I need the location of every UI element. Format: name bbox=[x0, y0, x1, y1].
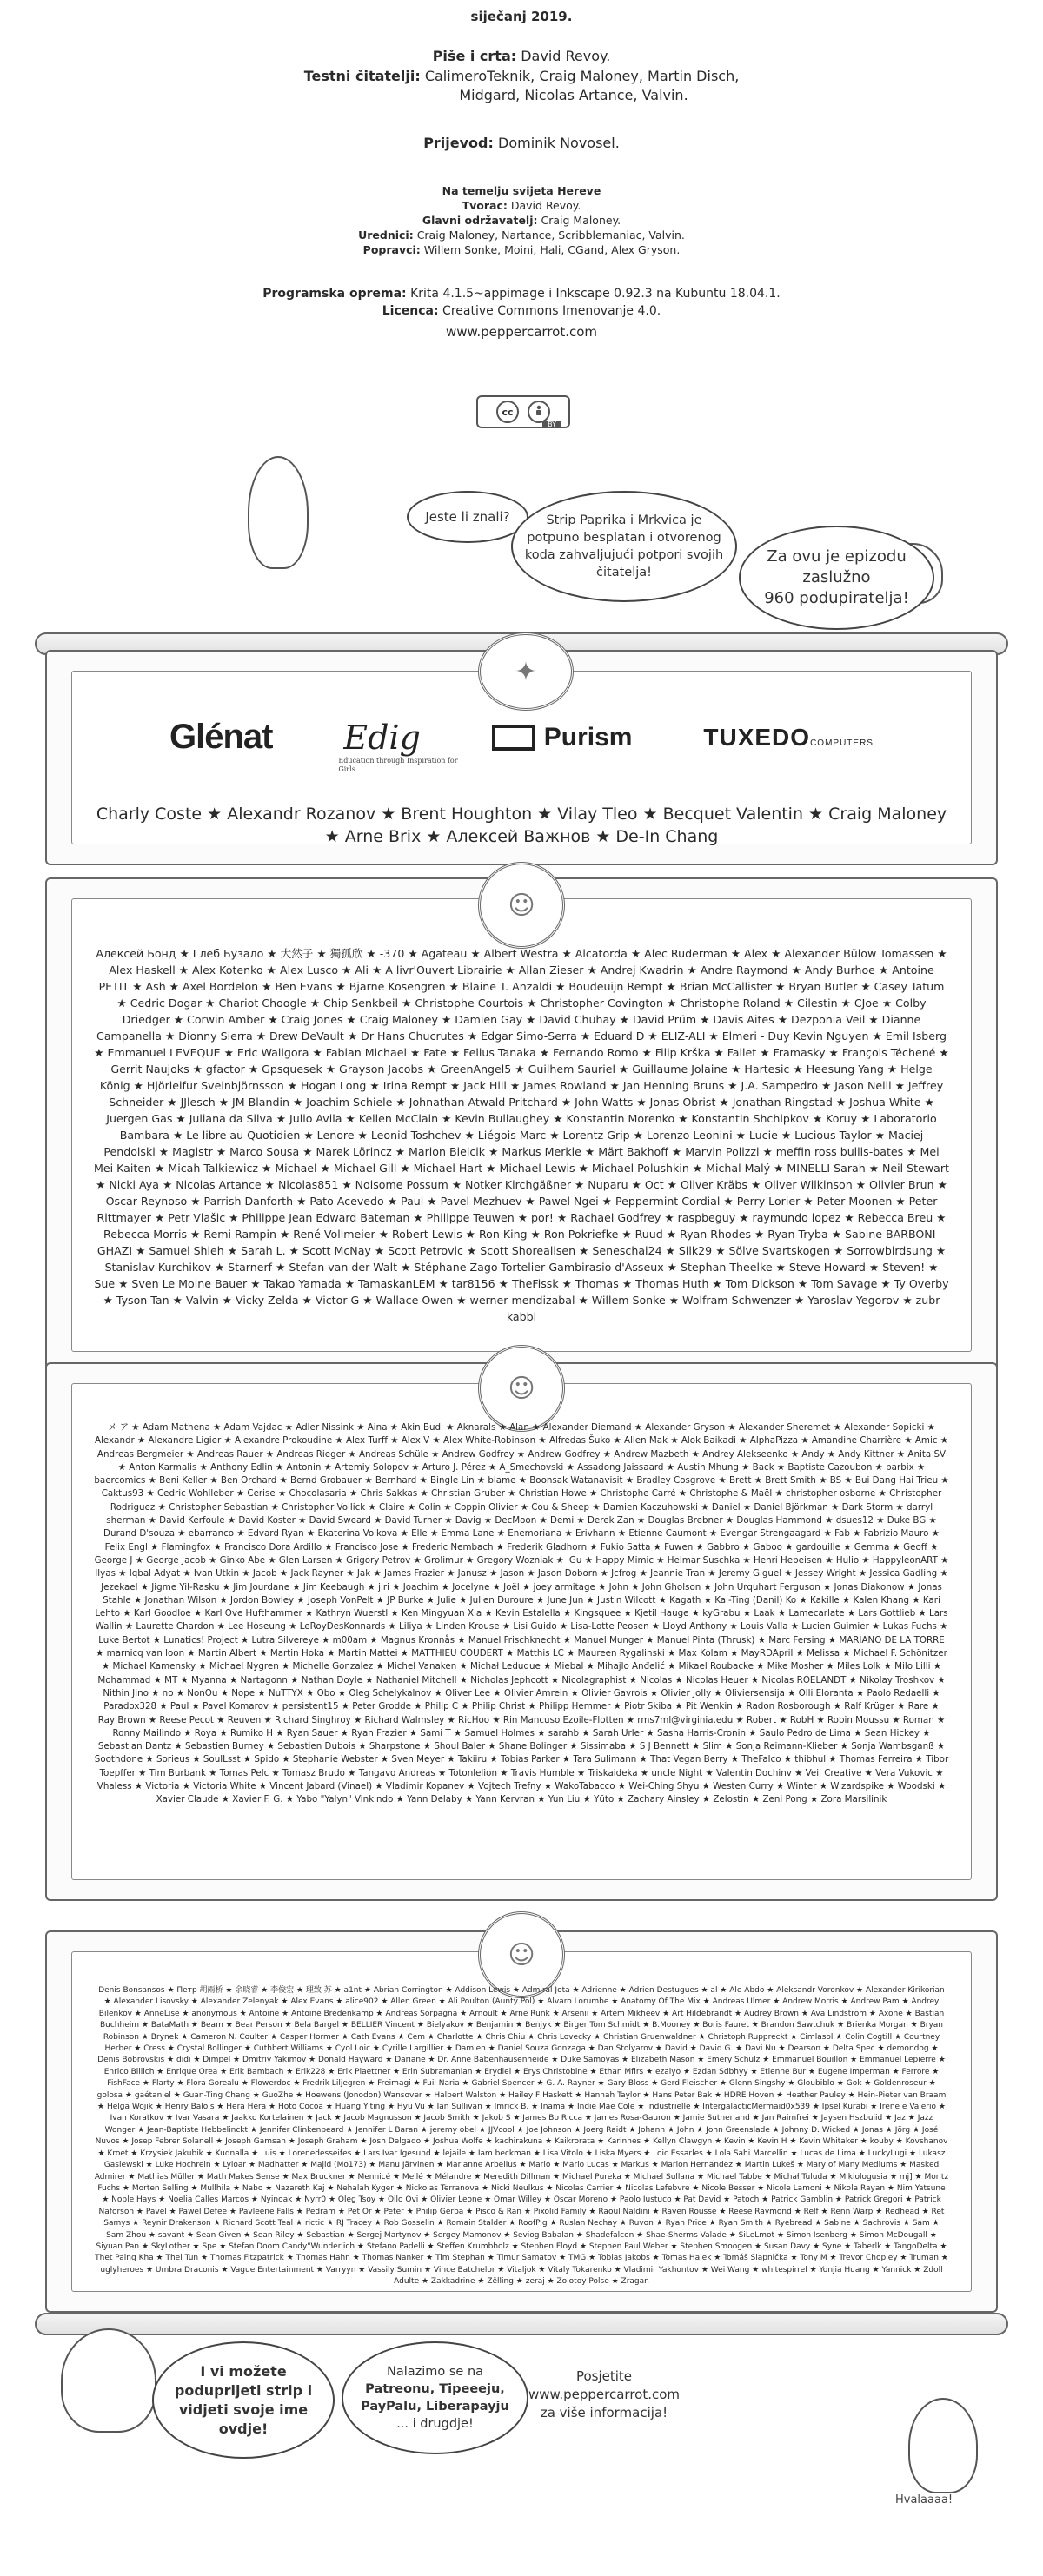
license-label: Licenca: bbox=[382, 304, 439, 318]
cc-icon: cc bbox=[496, 401, 519, 423]
maintainer-line bbox=[0, 214, 1043, 228]
emblem-badge-2: ☺ bbox=[478, 862, 565, 949]
editors-label: Urednici: bbox=[358, 228, 414, 242]
translation-line bbox=[0, 135, 1043, 152]
creator-name: David Revoy. bbox=[510, 199, 581, 212]
license-line bbox=[0, 304, 1043, 318]
this-episode-line-3: 960 podupiratelja! bbox=[764, 589, 909, 607]
beta-readers-line-2 bbox=[0, 87, 1043, 104]
this-episode-line-2: zaslužno bbox=[802, 568, 871, 586]
platforms-line-1: Nalazimo se na bbox=[386, 2365, 484, 2379]
maintainer-name: Craig Maloney. bbox=[541, 214, 621, 227]
tuxedo-logo[interactable] bbox=[703, 724, 874, 752]
edig-logo[interactable] bbox=[338, 718, 458, 773]
software-line bbox=[0, 287, 1043, 301]
creator-label: Tvorac: bbox=[462, 199, 508, 212]
software-label: Programska oprema: bbox=[262, 287, 407, 301]
by-label: BY bbox=[542, 421, 561, 428]
pepper-character-icon bbox=[248, 456, 309, 569]
free-comic-line-1: Strip Paprika i Mrkvica je bbox=[546, 513, 702, 527]
emblem-badge-1: ✦ bbox=[478, 632, 574, 711]
purism-wordmark: Purism bbox=[543, 722, 633, 752]
corrections-names: Willem Sonke, Moini, Hali, CGand, Alex Gryson. bbox=[423, 243, 681, 256]
translation-label: Prijevod: bbox=[423, 135, 494, 151]
pepper-footer-character-icon bbox=[61, 2328, 156, 2433]
thanks-text: Hvalaaaa! bbox=[895, 2493, 953, 2506]
visit-website-link[interactable]: www.peppercarrot.com bbox=[528, 2387, 681, 2402]
software-value: Krita 4.1.5~appimage i Inkscape 0.92.3 na Kubuntu 18.04.1. bbox=[410, 287, 781, 301]
maintainer-label: Glavni održavatelj: bbox=[422, 214, 538, 227]
scroll-bottom-roll bbox=[35, 2313, 1008, 2335]
beta-readers-names: CalimeroTeknik, Craig Maloney, Martin Disch, bbox=[424, 68, 740, 84]
edig-tagline: Education through Inspiration for Girls bbox=[338, 756, 458, 773]
editors-names: Craig Maloney, Nartance, Scribblemaniac, Valvin. bbox=[416, 228, 685, 242]
emblem-badge-3: ☺ bbox=[478, 1345, 565, 1432]
this-episode-line-1: Za ovu je epizodu bbox=[767, 547, 907, 566]
visit-line-3: za više informacija! bbox=[540, 2405, 668, 2420]
support-line-1: I vi možete bbox=[200, 2362, 287, 2380]
translator-name: Dominik Novosel. bbox=[498, 135, 620, 151]
support-line-3: vidjeti svoje ime bbox=[178, 2401, 309, 2418]
glenat-logo[interactable]: Glénat bbox=[169, 718, 273, 756]
support-line-4: ovdje! bbox=[218, 2420, 269, 2437]
emblem-badge-4: ☺ bbox=[478, 1911, 565, 1998]
visit-website-block bbox=[504, 2367, 704, 2422]
editors-line bbox=[0, 228, 1043, 242]
patron-list-tier-3: メ ア ★ Adam Mathena ★ Adam Vajdac ★ Adler Nissink ★ Aina ★ Akin Budi ★ Aknarals ★ Alan ★ Alexander Diemand ★ Alexander Gryson ★ Alexander Sheremet ★ Alexander Sopicki ★ Alexandr ★ Alexandre Ligier ★ Alexandre Prokoudine ★ Alex Turff ★ Alex V ★ Alex White-Robinson ★ Alfredas Šuko ★ Allen Mak ★ Alok Baikadi ★ AlphaPizza ★ Amandine Charrière ★ Amic ★ Andreas Bergmeier ★ Andreas Rauer ★ Andreas Rieger ★ Andreas Schüle ★ Andrew Godfrey ★ Andrew Godfrey ★ Andrew Mazbeth ★ Andrey Alekseenko ★ Andy ★ Andy Kittner ★ Anita SV ★ Anton Karmalis ★ Anthony Edlin ★ Antonin ★ Artemiy Solopov ★ Arturo J. Pérez ★ A_Smechovski ★ Assadong Jaissaard ★ Austin Mhung ★ Back ★ Baptiste Cazoubon ★ barbix ★ baercomics ★ Beni Keller ★ Ben Orchard ★ Bernd Grobauer ★ Bernhard ★ Bingle Lin ★ blame ★ Boonsak Watanavisit ★ Bradley Cosgrove ★ Brett ★ Brett Smith ★ BS ★ Bui Dang Hai Trieu ★ Caktus93 ★ Cedric Wohlleber ★ Cerise ★ Chocolasaria ★ Chris Sakkas ★ Christian Gruber ★ Christian Howe ★ Christophe Carré ★ Christophe & Maël ★ christopher osborne ★ Christopher Rodriguez ★ Christopher Sebastian ★ Christopher Vollick ★ Claire ★ Colin ★ Coppin Olivier ★ Cou & Sheep ★ Damien Kaczuhowski ★ Daniel ★ Daniel Björkman ★ Dark Storm ★ darryl sherman ★ David Kerfoule ★ David Koster ★ David Sweard ★ David Turner ★ Davig ★ DecMoon ★ Demi ★ Derek Zan ★ Douglas Brebner ★ Douglas Hammond ★ dsues12 ★ Duke BG ★ Durand D'souza ★ ebarranco ★ Edvard Ryan ★ Ekaterina Volkova ★ Elle ★ Emma Lane ★ Enemoriana ★ Erivhann ★ Etienne Caumont ★ Evengar Strengaagard ★ Fab ★ Fabrizio Mauro ★ Felix Engl ★ Flamingfox ★ Francisco Dora Ardillo ★ Francisco Jose ★ Frederic Nembach ★ Frederik Gladhorn ★ Fukio Satta ★ Fuwen ★ Gabbro ★ Gaboo ★ gardouille ★ Gemma ★ Geoff ★ George J ★ George Jacob ★ Ginko Abe ★ Glen Larsen ★ Grigory Petrov ★ Grolimur ★ Gregory Wozniak ★ 'Gu ★ Happy Mimic ★ Helmar Suschka ★ Henri Hebeisen ★ Hulio ★ HappyleonART ★ Ilyas ★ Iqbal Adyat ★ Ivan Utkin ★ Jacob ★ Jack Rayner ★ Jak ★ James Frazier ★ Janusz ★ Jason ★ Jason Doborn ★ Jcfrog ★ Jeannie Tran ★ Jeremy Giguel ★ Jessey Wright ★ Jessica Gadling ★ Jezekael ★ Jigme Yil-Rasku ★ Jim Jourdane ★ Jim Keebaugh ★ jiri ★ Joachim ★ Jocelyne ★ Joël ★ joey armitage ★ John ★ John Gholson ★ John Urquhart Ferguson ★ Jonas Diakonow ★ Jonas Stahle ★ Jonathan Wilson ★ Jordon Bowley ★ Joseph VonPelt ★ JP Burke ★ Julie ★ Julien Duroure ★ June Jun ★ Justin Wilcott ★ Kagath ★ Kai-Ting (Danil) Ko ★ Kakille ★ Kalen Khang ★ Kari Lehto ★ Karl Goodloe ★ Karl Ove Hufthammer ★ Kathryn Wuerstl ★ Ken Mingyuan Xia ★ Kevin Estalella ★ Kingsquee ★ Kjetil Hauge ★ kyGrabu ★ Laak ★ Lamecarlate ★ Lars Gottlieb ★ Lars Wallin ★ Laurette Chardon ★ Lee Hoseung ★ LeRoyDesKonnards ★ Liliya ★ Linden Krouse ★ Lisi Guido ★ Lisa-Lotte Peosen ★ Lloyd Anthony ★ Louis Valla ★ Lucien Guimier ★ Lukas Fuchs ★ Luke Bertot ★ Lunatics! Project ★ Lutra Silvereye ★ m00am ★ Magnus Kronnås ★ Manuel Frischknecht ★ Manuel Munger ★ Manuel Pinta (Thrusk) ★ Marc Fersing ★ MARIANO DE LA TORRE ★ marnicq van loon ★ Martin Albert ★ Martin Hoka ★ Martin Mattei ★ MATTHIEU COUDERT ★ Matthis LC ★ Maureen Rygalinski ★ Max Kolam ★ MayRDApril ★ Melissa ★ Michael F. Schönitzer ★ Michael Kamensky ★ Michael Nygren ★ Michelle Gonzalez ★ Michel Vanaken ★ Michał Leduque ★ Miebal ★ Mihajlo Anđelić ★ Mikael Roubacke ★ Mike Mosher ★ Miles Lolk ★ Milo Lilli ★ Mohammad ★ MT ★ Myanna ★ Nartagonn ★ Nathan Doyle ★ Nathaniel Mitchell ★ Nicholas Jephcott ★ Nicolagraphist ★ Nicolas ★ Nicolas Heuer ★ Nicolas ROELANDT ★ Nikolay Troshkov ★ Nithin Jino ★ no ★ NonOu ★ Nope ★ NuTTYX ★ Obo ★ Oleg Schelykalnov ★ Oliver Lee ★ Olivier Amrein ★ Olivier Gavrois ★ Olivier Jolly ★ Oliviersensija ★ Olli Eloranta ★ Paolo Redaelli ★ Paradox328 ★ Paul ★ Pavel Komarov ★ persistent15 ★ Peter Grodde ★ Philip C ★ Philip Christ ★ Philipp Hemmer ★ Piotr Skiba ★ Pit Wenkin ★ Radon Rosborough ★ Ralf Krüger ★ Rare ★ Ray Brown ★ Reese Pecot ★ Reuven ★ Richard Singhroy ★ Richard Walmsley ★ RicHoo ★ Rin Mancuso Ezoile-Flotten ★ rms7ml@virginia.edu ★ Robert ★ RobH ★ Robin Moussu ★ Roman ★ Ronny Mailindo ★ Roya ★ Rumiko H ★ Ryan Sauer ★ Ryan Frazier ★ Sami T ★ Samuel Holmes ★ sarahb ★ Sarah Urler ★ Sasha Harris-Cronin ★ Saulo Pedro de Lima ★ Sean Hickey ★ Sebastian Dantz ★ Sebastien Burney ★ Sebastien Dubois ★ Sharpstone ★ Shoul Baler ★ Shane Bolinger ★ Sissimaba ★ S J Bennett ★ Slim ★ Sonja Reimann-Klieber ★ Sonja Wambsganß ★ Soothdone ★ Sorieus ★ SoulLsst ★ Spido ★ Stephanie Webster ★ Sven Meyer ★ Takiiru ★ Tobias Parker ★ Tara Sulimann ★ That Vegan Berry ★ TheFalco ★ thibhul ★ Thomas Ferreira ★ Tibor Toepffer ★ Tim Burbank ★ Tomas Pelc ★ Tomasz Brudo ★ Tangavo Andreas ★ Totonlelion ★ Travis Humble ★ Triskaideka ★ uncle Night ★ Valentin Dochinv ★ Veil Creative ★ Vera Vukovic ★ Vhaless ★ Victoria ★ Victoria White ★ Vincent Jabard (Vinael) ★ Vladimir Kopanev ★ Vojtech Trefny ★ WakoTabacco ★ Wei-Ching Shyu ★ Westen Curry ★ Winter ★ Wizardspike ★ Woodski ★ Xavier Claude ★ Xavier F. G. ★ Yabo "Yalyn" Vinkindo ★ Yann Delaby ★ Yann Kervran ★ Yun Liu ★ Yūto ★ Zachary Ainsley ★ Zelostin ★ Zeni Pong ★ Zora Marsilinik bbox=[94, 1422, 949, 1805]
patron-list-tier-4: Denis Bonsansos ★ Петр 胡雨桥 ★ 余晓睿 ★ 李俊宏 ★ 理致 苏 ★ a1nt ★ Abrian Corrington ★ Addison Lewis ★ Admiral Jota ★ Adrienne ★ Adrien Destugues ★ al ★ Ale Abdo ★ Aleksandr Voronkov ★ Alexander Kirikorian ★ Alexander Lisovsky ★ Alexander Zelenyak ★ Alex Evans ★ alice902 ★ Allen Green ★ Ali Poulton (Aunty Pol) ★ Alvaro Lorumbe ★ Anatomy Of The Mix ★ Andreas Ulmer ★ Andrew Morris ★ Andrew Pam ★ Andrey Bilenkov ★ AnneLise ★ anonymous ★ Antoine ★ Antoine Bredenkamp ★ Andreas Sorpagna ★ Arnoult ★ Arne Runk ★ Arsenii ★ Artem Mikheev ★ Art Hildebrandt ★ Audrey Brown ★ Ava Lindstrom ★ Axone ★ Bastian Buchheim ★ BataMath ★ Beam ★ Bear Person ★ Bela Bargel ★ BELLIER Vincent ★ Bielyakov ★ Benjamin ★ Benjyk ★ Birger Tom Schmidt ★ B.Mooney ★ Boris Fauret ★ Brandon Sawtchuk ★ Brienka Morgan ★ Bryan Robinson ★ Brynek ★ Cameron N. Coulter ★ Casper Hormer ★ Cath Evans ★ Cem ★ Charlotte ★ Chris Chiu ★ Chris Lovecky ★ Christian Gruenwaldner ★ Christoph Ruppreckt ★ Cimlasol ★ Colin Cogtill ★ Courtney Herber ★ Cress ★ Crystal Bollinger ★ Cuthbert Williams ★ Cyol Loic ★ Cyrille Largillier ★ Damien ★ Daniel Souza Gonzaga ★ Dan Stolyarov ★ David ★ David G. ★ Davi Nu ★ Dearson ★ Delta Spec ★ demondog ★ Denis Bobrovskis ★ didi ★ Dimpel ★ Dmitriy Yakimov ★ Donald Hayward ★ Dariane ★ Dr. Anne Babenhausenheide ★ Duke Samoyas ★ Elizabeth Mason ★ Emery Schulz ★ Emmanuel Bouillon ★ Emmanuel Lepierre ★ Enrico Billich ★ Enrique Orea ★ Erik Bambach ★ Erik228 ★ Erik Plaettner ★ Erin Subramanian ★ Erydiel ★ Erys Christobine ★ Ethan Mfirs ★ ezaiyo ★ Ezdan Sdbhyy ★ Etienne Bur ★ Eugene Imperman ★ Ferrore ★ FishFace ★ Flarty ★ Flora Gorealu ★ Flowerdoc ★ Fredrik Liljegren ★ Freimagi ★ Fuil Naria ★ Gabriel Spencer ★ G. A. Rayner ★ Gary Bloss ★ Gerd Fleischer ★ Glenn Singshy ★ Gloubiblo ★ Gok ★ Goldenroseur ★ golosa ★ gaétaniel ★ Guan-Ting Chang ★ GuoZhe ★ Hoewens (Jonodon) Wansover ★ Halbert Walston ★ Hailey F Haskett ★ Hannah Taylor ★ Hans Peter Bak ★ HDRE Hoven ★ Heather Pauley ★ Hein-Pieter van Braam ★ Helga Wojik ★ Henry Balois ★ Hera Hera ★ Hoto Cocoa ★ Huang Yiting ★ Hyu Vu ★ Ian Sullivan ★ Imrick B. ★ Inama ★ Indie Mae Cole ★ Industrielle ★ IntergalacticMermaid0x539 ★ Ipsel Kurabi ★ Irene e Valerio ★ Ivan Koratkov ★ Ivar Vasara ★ Jaakko Kortelainen ★ Jack ★ Jacob Magnusson ★ Jacob Smith ★ Jakob S ★ James Bo Ricca ★ James Rosa-Gauron ★ Jamie Sutherland ★ Jan Raimfrei ★ Jaysen Hszbuiid ★ Jaz ★ Jazz Wonger ★ Jean-Baptiste Hebbelinckt ★ Jennifer Clinkenbeard ★ Jennifer L Baran ★ jeremy obel ★ JJVcool ★ Joe Johnson ★ Joerg Raidt ★ Johann ★ John ★ John Greenslade ★ Johnny D. Wicked ★ Jonas ★ Jörg ★ José Nuvos ★ Josep Febrer Solanell ★ Joseph Gamsan ★ Joseph Graham ★ Josh Delgado ★ Joshua Wolfe ★ kachirakuna ★ Kaikrorata ★ Karinnes ★ Kellyn Clawgyn ★ Kevin ★ Kevin H ★ Kevin Whitaker ★ kouby ★ Kovshanov ★ Kroet ★ Krzysiek Jakubik ★ Kudnalla ★ Luis ★ Lorenedesseifes ★ Lars Ivar Igesund ★ lejaile ★ Iam beckman ★ Lisa Vitolo ★ Liska Myers ★ Loic Essarles ★ Lola Sahi Marcellin ★ Lucas de Lima ★ LuckyLugi ★ Lukasz Gasiewski ★ Luke Hochrein ★ Lyloar ★ Madhatter ★ Majid (Mo173) ★ Manu Järvinen ★ Marianne Arbellus ★ Mario ★ Mario Lucas ★ Markus ★ Marlon Hernandez ★ Martin Lukeš ★ Mary of Many Mediums ★ Masked Admirer ★ Mathias Müller ★ Math Makes Sense ★ Max Bruckner ★ Mennicé ★ Mellé ★ Mélandre ★ Meredith Dillman ★ Michael Pureka ★ Michael Sullana ★ Michael Tabbe ★ Michał Tuluda ★ Mikiologusia ★ mj] ★ Moritz Fuchs ★ Morten Selling ★ Mullhila ★ Nabo ★ Nazareth Kaj ★ Nehalah Kyger ★ Nickolas Terranova ★ Nicki Neulkus ★ Nicolas Carrier ★ Nicolas Lefebvre ★ Nicole Besser ★ Nicole Lamoni ★ Nikola Rayan ★ Nim Yatsune ★ Noble Hays ★ Noelia Calles Marcos ★ Nyinoak ★ Nyrr0 ★ Oleg Tsoy ★ Ollo Ovi ★ Olivier Leone ★ Omar Willey ★ Oscar Moreno ★ Paolo Iustuco ★ Pat David ★ Patoch ★ Patrick Gamblin ★ Patrick Gregori ★ Patrick Naforson ★ Pavel ★ Pawel Defee ★ Pavleene Falls ★ Pedram ★ Pet Or ★ Peter ★ Philip Gerba ★ Pisco & Ran ★ Pixolid Family ★ Raoul Naldini ★ Raven Rousse ★ Reese Raymond ★ Relf ★ Renn Warp ★ Redhead ★ Ret Samys ★ Reynir Drakenson ★ Richard Scott Teal ★ rictic ★ RJ Tracey ★ Rob Gosselin ★ Romain Stalder ★ RoofPig ★ Ruslan Nechay ★ Ruvon ★ Ryan Price ★ Ryan Smith ★ Ryebread ★ Sabine ★ Sachrovis ★ Sam ★ Sam Zhou ★ savant ★ Sean Given ★ Sean Riley ★ Sebastian ★ Sergej Martynov ★ Sergey Mamonov ★ Seviog Babalan ★ Shadefalcon ★ Shae-Sherms Valade ★ SiLeLmot ★ Simon Isenberg ★ Simon McDougall ★ Siyuan Pan ★ SkyLother ★ Spe ★ Stefan Doom Candy"Wunderlich ★ Stefano Padelli ★ Steffen Krumbholz ★ Stephen Floyd ★ Stephen Paul Weber ★ Stephen Smoogen ★ Susan Davy ★ Syne ★ Taberlk ★ TangoDelta ★ Thet Paing Kha ★ Thel Tun ★ Thomas Fitzpatrick ★ Thomas Hahn ★ Thomas Nanker ★ Tim Stephan ★ Timur Samatov ★ TMG ★ Tobias Jakobs ★ Tomas Hajek ★ Tomáš Slapnička ★ Tony M ★ Trevor Chopley ★ Truman ★ uglyheroes ★ Umbra Draconis ★ Vague Entertainment ★ Varryyn ★ Vassily Sumin ★ Vince Batchelor ★ Vitaljok ★ Vitaly Tokarenko ★ Vladimir Yakhontov ★ Wei Wang ★ whitespirrel ★ Yonjia Huang ★ Yannick ★ Zdoll Adulte ★ Zakkadrine ★ Zêlling ★ zeraj ★ Zolotoy Polse ★ Zragan bbox=[94, 1986, 949, 2287]
patron-list-tier-1: Charly Coste ★ Alexandr Rozanov ★ Brent Houghton ★ Vilay Tleo ★ Becquet Valentin ★ Craig Maloney ★ Arne Brix ★ Алексей Важнов ★ De-In Chang bbox=[96, 805, 947, 846]
beta-readers-label: Testni čitatelji: bbox=[303, 68, 421, 84]
platforms-bubble bbox=[342, 2341, 528, 2454]
platforms-line-3: PayPalu, Liberapayju bbox=[361, 2400, 509, 2414]
support-bubble bbox=[152, 2341, 335, 2459]
this-episode-bubble bbox=[739, 526, 934, 630]
sponsor-logos bbox=[169, 718, 874, 773]
writer-line bbox=[0, 48, 1043, 65]
beta-readers-names-2: Midgard, Nicolas Artance, Valvin. bbox=[459, 87, 688, 103]
edig-wordmark: Edig bbox=[343, 718, 421, 757]
license-value: Creative Commons Imenovanje 4.0. bbox=[442, 304, 661, 318]
platforms-line-4: ... i drugdje! bbox=[396, 2417, 474, 2431]
free-comic-line-4: čitatelja! bbox=[596, 566, 652, 579]
beta-readers-line bbox=[0, 68, 1043, 85]
creator-line bbox=[0, 199, 1043, 213]
platforms-line-2: Patreonu, Tipeeeju, bbox=[365, 2382, 505, 2396]
free-comic-line-2: potpuno besplatan i otvorenog bbox=[527, 531, 721, 545]
corrections-label: Popravci: bbox=[362, 243, 421, 256]
purism-square-icon bbox=[492, 725, 535, 751]
patron-list-tier-2: Алексей Бонд ★ Глеб Бузало ★ 大然子 ★ 獨孤欣 ★ -370 ★ Agateau ★ Albert Westra ★ Alcatorda ★ Alec Ruderman ★ Alex ★ Alexander Bülow Tomassen ★ Alex Haskell ★ Alex Kotenko ★ Alex Lusco ★ Ali ★ A livr'Ouvert Librairie ★ Allan Zieser ★ Andrej Kwadrin ★ Andre Raymond ★ Andy Burhoe ★ Antoine PETIT ★ Ash ★ Axel Bordelon ★ Ben Evans ★ Bjarne Kosengren ★ Blaine T. Anzaldi ★ Boudeuijn Rempt ★ Brian McCallister ★ Bryan Butler ★ Casey Tatum ★ Cedric Dogar ★ Chariot Choogle ★ Chip Senkbeil ★ Christophe Courtois ★ Christopher Covington ★ Christophe Roland ★ Cilestin ★ CJoe ★ Colby Driedger ★ Corwin Amber ★ Craig Jones ★ Craig Maloney ★ Damien Gay ★ David Chuhay ★ David Prüm ★ Davis Aites ★ Dezponia Veil ★ Dianne Campanella ★ Dionny Sierra ★ Drew DeVault ★ Dr Hans Chucrutes ★ Edgar Simo-Serra ★ Eduard D ★ ELIZ-ALI ★ Elmeri - Duy Kevin Nguyen ★ Emil Isberg ★ Emmanuel LEVEQUE ★ Eric Waligora ★ Fabian Michael ★ Fate ★ Felius Tanaka ★ Fernando Romo ★ Filip Krška ★ Fallet ★ Framasky ★ François Téchené ★ Gerrit Naujoks ★ gfactor ★ Gpsquesek ★ Grayson Jacobs ★ GreenAngel5 ★ Guilhem Sauriel ★ Guillaume Jolaine ★ Hartesic ★ Heesung Yang ★ Helge König ★ Hjörleifur Sveinbjörnsson ★ Hogan Long ★ Irina Rempt ★ Jack Hill ★ James Rowland ★ Jan Henning Bruns ★ J.A. Sampedro ★ Jason Neill ★ Jeffrey Schneider ★ JJlesch ★ JM Blandin ★ Joachim Schiele ★ Johnathan Atwald Pritchard ★ John Watts ★ Jonas Obrist ★ Jonathan Ringstad ★ Joshua White ★ Juergen Gas ★ Juliana da Silva ★ Julio Avila ★ Kellen McClain ★ Kevin Bullaughey ★ Konstantin Morenko ★ Konstantin Shchipkov ★ Koruy ★ Laboratorio Bambara ★ Le libre au Quotidien ★ Lenore ★ Leonid Toshchev ★ Liégois Marc ★ Lorentz Grip ★ Lorenzo Leonini ★ Lucie ★ Lucious Taylor ★ Maciej Pendolski ★ Magistr ★ Marco Sousa ★ Marek Lörincz ★ Marion Bielcik ★ Markus Merkle ★ Märt Bakhoff ★ Marvin Polizzi ★ meffin ross bullis-bates ★ Mei Mei Kaiten ★ Micah Talkiewicz ★ Michael ★ Michael Gill ★ Michael Hart ★ Michael Lewis ★ Michael Polushkin ★ Michal Malý ★ MINELLI Sarah ★ Neil Stewart ★ Nicki Aya ★ Nicolas Artance ★ Nicolas851 ★ Noisome Possum ★ Notker Kirchgäßner ★ Nuparu ★ Oct ★ Oliver Kräbs ★ Oliver Wilkinson ★ Olivier Brun ★ Oscar Reynoso ★ Parrish Danforth ★ Pato Acevedo ★ Paul ★ Pavel Mezhuev ★ Pawel Ngei ★ Peppermint Cordial ★ Perry Lorier ★ Peter Moonen ★ Peter Rittmayer ★ Petr Vlašic ★ Philippe Jean Edward Bateman ★ Philippe Teuwen ★ por! ★ Rachael Godfrey ★ raspbeguy ★ raymundo lopez ★ Rebecca Breu ★ Rebecca Morris ★ Remi Rampin ★ René Vollmeier ★ Robert Lewis ★ Ron King ★ Ron Pokriefke ★ Ruud ★ Ryan Rhodes ★ Ryan Tryba ★ Sabine BARBONI-GHAZI ★ Samuel Shieh ★ Sarah L. ★ Scott McNay ★ Scott Petrovic ★ Scott Shorealisen ★ Seneschal24 ★ Silk29 ★ Sölve Svartskogen ★ Sorrowbirdsung ★ Stanislav Kurchikov ★ Starnerf ★ Stefan van der Walt ★ Stéphane Zago-Tortelier-Gambirasio d'Asseux ★ Stephan Theelke ★ Steve Howard ★ Steven! ★ Sue ★ Sven Le Moine Bauer ★ Takao Yamada ★ TamaskanLEM ★ tar8156 ★ TheFissk ★ Thomas ★ Thomas Huth ★ Tom Dickson ★ Tom Savage ★ Ty Overby ★ Tyson Tan ★ Valvin ★ Vicky Zelda ★ Victor G ★ Wallace Owen ★ werner mendizabal ★ Willem Sonke ★ Wolfram Schwenzer ★ Yaroslav Yegorov ★ zubr kabbi bbox=[94, 947, 949, 1323]
support-line-2: poduprijeti strip i bbox=[174, 2381, 313, 2399]
did-you-know-text: Jeste li znali? bbox=[425, 509, 510, 525]
cc-by-badge bbox=[476, 395, 570, 428]
did-you-know-bubble bbox=[407, 491, 528, 543]
tuxedo-wordmark: TUXEDO bbox=[703, 723, 811, 751]
release-date: siječanj 2019. bbox=[470, 9, 573, 24]
writer-label: Piše i crta: bbox=[432, 48, 517, 64]
free-comic-line-3: koda zahvaljujući potpori svojih bbox=[524, 548, 724, 562]
tuxedo-sub: COMPUTERS bbox=[810, 738, 874, 748]
website-link[interactable]: www.peppercarrot.com bbox=[445, 324, 598, 340]
visit-line-1: Posjetite bbox=[575, 2368, 633, 2384]
based-on-line: Na temelju svijeta Hereve bbox=[442, 184, 601, 197]
carrot-footer-cat-icon bbox=[908, 2398, 978, 2493]
purism-logo[interactable] bbox=[492, 723, 633, 752]
writer-name: David Revoy. bbox=[521, 48, 611, 64]
free-comic-bubble bbox=[511, 491, 737, 602]
corrections-line bbox=[0, 243, 1043, 257]
